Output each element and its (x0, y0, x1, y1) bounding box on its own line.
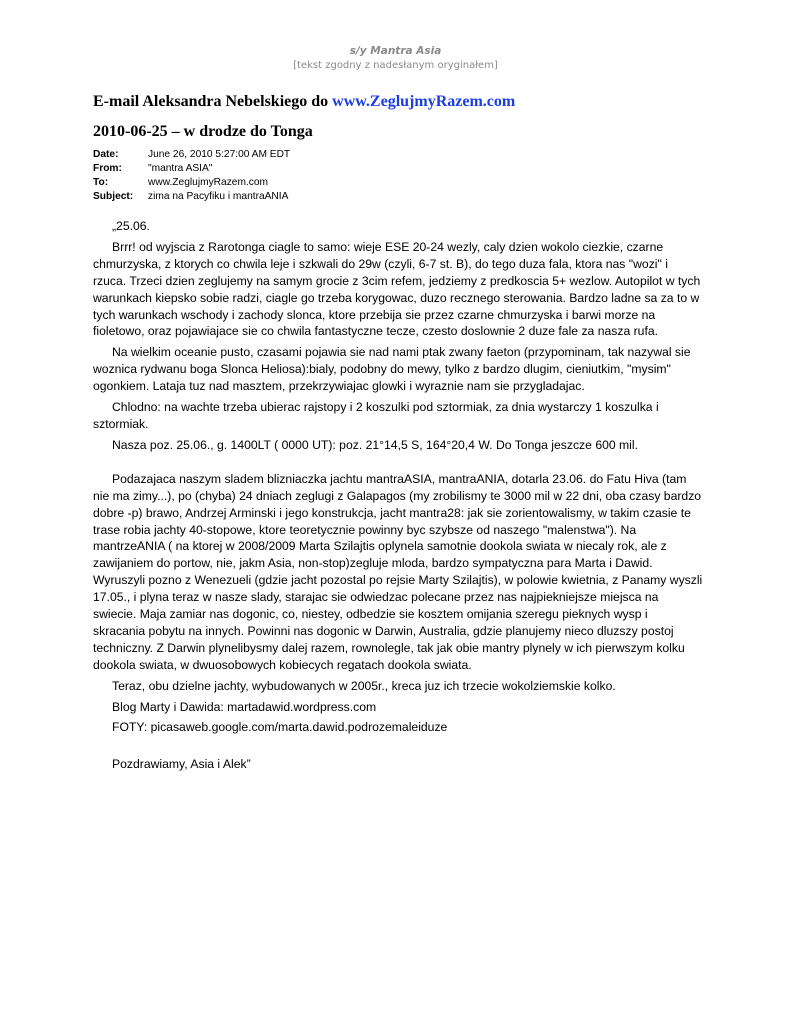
body-paragraph: Chlodno: na wachte trzeba ubierac rajstopy i 2 koszulki pod sztormiak, za dnia wystarczy 1 koszulka i sztormiak. (93, 400, 659, 431)
meta-value: June 26, 2010 5:27:00 AM EDT (148, 149, 291, 160)
meta-row-from (93, 162, 290, 176)
body-paragraph: Blog Marty i Dawida: martadawid.wordpress.com (112, 699, 377, 714)
meta-row-to (93, 176, 290, 190)
meta-value: zima na Pacyfiku i mantraANIA (148, 191, 289, 202)
email-body (93, 218, 703, 777)
body-paragraph: Na wielkim oceanie pusto, czasami pojawia sie nad nami ptak zwany faeton (przypominam, tak nazywal sie woznica rydwanu boga Slonca Heliosa):bialy, podobny do mewy, tylko z bardzo dlugim, cieniutkim, "mysim" ogonkiem. Lataja tuz nad masztem, przekrzywiajac glowki i wyraznie nam sie przygladajac. (93, 345, 691, 394)
meta-key: From: (93, 163, 122, 174)
page-header (0, 45, 791, 72)
source-note: [tekst zgodny z nadesłanym oryginałem] (293, 60, 498, 71)
body-paragraph: „25.06. (112, 219, 150, 233)
meta-row-date (93, 148, 290, 162)
document-subtitle: 2010-06-25 – w drodze do Tonga (93, 123, 313, 140)
meta-value: www.ZeglujmyRazem.com (148, 177, 269, 188)
body-paragraph: FOTY: picasaweb.google.com/marta.dawid.podrozemaleiduze (112, 720, 448, 735)
document-title (93, 92, 515, 112)
signature: Pozdrawiamy, Asia i Alek” (112, 757, 251, 772)
body-paragraph: Teraz, obu dzielne jachty, wybudowanych w 2005r., kreca juz ich trzecie wokolziemskie kolko. (112, 678, 616, 693)
site-link[interactable]: www.ZeglujmyRazem.com (332, 93, 516, 110)
meta-key: Subject: (93, 191, 134, 202)
title-prefix: E-mail Aleksandra Nebelskiego do (93, 93, 333, 110)
vessel-name: s/y Mantra Asia (349, 45, 442, 57)
meta-key: Date: (93, 149, 119, 160)
email-meta (93, 148, 290, 204)
meta-value: "mantra ASIA" (148, 163, 213, 174)
meta-key: To: (93, 177, 109, 188)
meta-row-subject (93, 190, 290, 204)
body-paragraph: Brrr! od wyjscia z Rarotonga ciagle to samo: wieje ESE 20-24 wezly, caly dzien wokolo ciezkie, czarne chmurzyska, z ktorych co chwila leje i szkwali do 29w (czyli, 6-7 st. B), do tego duza fala, ktora nas "wozi" i rzuca. Trzeci dzien zeglujemy na samym grocie z 3cim refem, jedziemy z predkoscia 5+ wezlow. Autopilot w tych warunkach kiepsko sobie radzi, ciagle go trzeba korygowac, duzo recznego sterowania. Bardzo ladne sa za to w tych warunkach wschody i zachody slonca, ktore przebija sie przez czarne chmurzyska i barwi morze na fioletowo, oraz pojawiajace sie co chwila fantastyczne tecze, czesto doslownie 2 duze fale za nasza rufa. (93, 239, 701, 339)
body-paragraph: Podazajaca naszym sladem blizniaczka jachtu mantraASIA, mantraANIA, dotarla 23.06. do Fatu Hiva (tam nie ma zimy...), po (chyba) 24 dniach zeglugi z Galapagos (my zrobilismy te 3000 mil w 22 dni, oba czasy bardzo dobre -p) brawo, Andrzej Arminski i jego konstrukcja, jacht mantra28: jak sie zorientowalismy, w takim czasie te trase robia jachty 40-stopowe, ktore teoretycznie powinny byc szybsze od naszego "malenstwa"). Na mantrzeANIA ( na ktorej w 2008/2009 Marta Szilajtis oplynela samotnie dookola swiata w niecaly rok, ale z zawijaniem do portow, nie, jakm Asia, non-stop)zegluje mloda, bardzo sympatyczna para Marta i Dawid. Wyruszyli pozno z Wenezueli (gdzie jacht pozostal po rejsie Marty Szilajtis), w polowie kwietnia, z Panamy wyszli 17.05., i plyna teraz w nasze slady, starajac sie odwiedzac polecane przez nas najpiekniejsze miejsca na swiecie. Maja zamiar nas dogonic, co, niestey, odbedzie sie kosztem omijania szeregu pieknych wysp i skracania pobytu na innych. Powinni nas dogonic w Darwin, Australia, gdzie planujemy nieco dluzszy postoj techniczny. Z Darwin plynelibysmy dalej razem, rownolegle, tak jak obie mantry plynely w ich pierwszym kolku dookola swiata, w dwuosobowych kobiecych regatach dookola swiata. (93, 471, 703, 672)
body-paragraph: Nasza poz. 25.06., g. 1400LT ( 0000 UT): poz. 21°14,5 S, 164°20,4 W. Do Tonga jeszcze 600 mil. (112, 437, 638, 452)
